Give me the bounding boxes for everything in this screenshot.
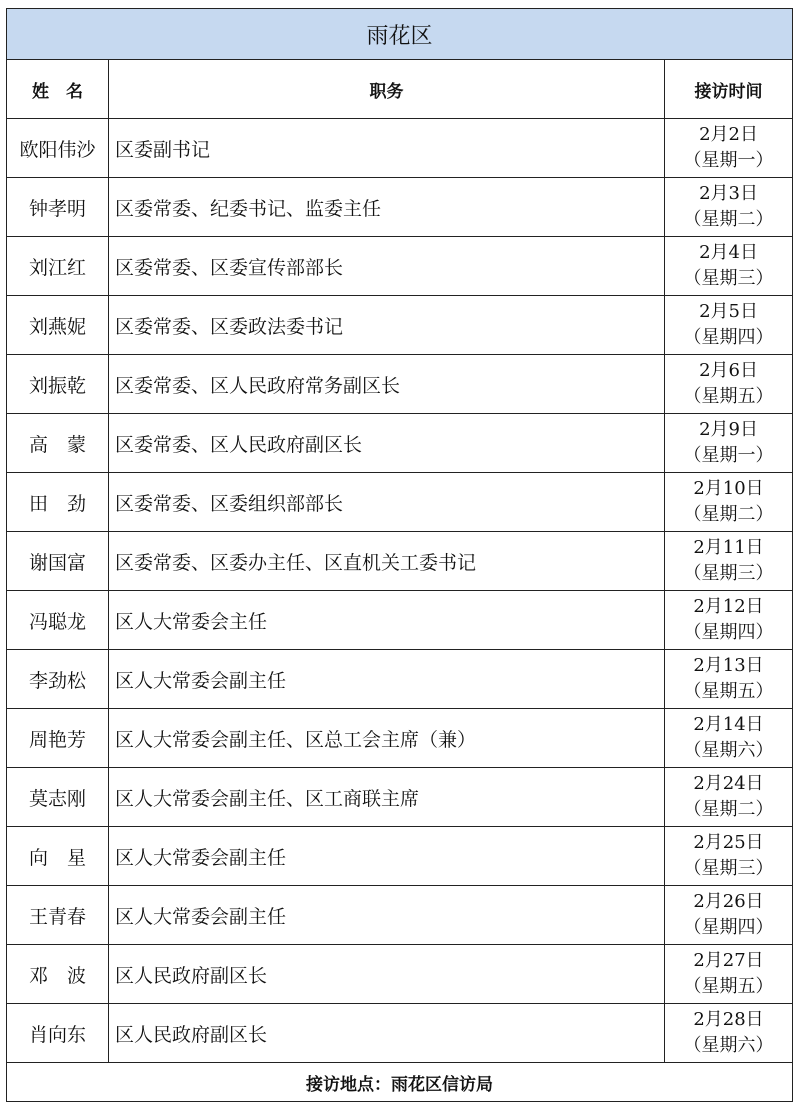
person-duty: 区委常委、纪委书记、监委主任 xyxy=(109,178,665,237)
person-name: 谢国富 xyxy=(7,532,109,591)
person-name: 周艳芳 xyxy=(7,709,109,768)
reception-time xyxy=(665,119,793,178)
reception-weekday: （星期三） xyxy=(683,268,774,289)
table-body xyxy=(7,119,793,1063)
person-name: 刘振乾 xyxy=(7,355,109,414)
person-name: 钟孝明 xyxy=(7,178,109,237)
person-name: 刘燕妮 xyxy=(7,296,109,355)
person-name: 欧阳伟沙 xyxy=(7,119,109,178)
reception-time xyxy=(665,1004,793,1063)
person-name: 邓 波 xyxy=(7,945,109,1004)
table-row xyxy=(7,296,793,355)
reception-date: 2月4日 xyxy=(699,242,758,263)
table-row xyxy=(7,237,793,296)
reception-weekday: （星期一） xyxy=(683,445,774,466)
reception-weekday: （星期四） xyxy=(683,327,774,348)
table-row xyxy=(7,532,793,591)
table-row xyxy=(7,414,793,473)
reception-weekday: （星期二） xyxy=(683,799,774,820)
reception-date: 2月13日 xyxy=(693,655,764,676)
person-duty: 区委常委、区委宣传部部长 xyxy=(109,237,665,296)
table-row xyxy=(7,886,793,945)
header-duty: 职务 xyxy=(109,60,665,119)
reception-date: 2月12日 xyxy=(693,596,764,617)
reception-weekday: （星期六） xyxy=(683,740,774,761)
table-row xyxy=(7,827,793,886)
table-row xyxy=(7,768,793,827)
reception-weekday: （星期三） xyxy=(683,858,774,879)
reception-weekday: （星期四） xyxy=(683,622,774,643)
reception-weekday: （星期五） xyxy=(683,386,774,407)
table-row xyxy=(7,473,793,532)
reception-schedule-table xyxy=(6,8,793,1102)
reception-date: 2月11日 xyxy=(693,537,764,558)
reception-location: 接访地点：雨花区信访局 xyxy=(7,1063,793,1102)
person-name: 向 星 xyxy=(7,827,109,886)
person-duty: 区人民政府副区长 xyxy=(109,1004,665,1063)
person-duty: 区委常委、区委政法委书记 xyxy=(109,296,665,355)
table-row xyxy=(7,178,793,237)
header-row xyxy=(7,60,793,119)
table-row xyxy=(7,650,793,709)
table-row xyxy=(7,709,793,768)
person-duty: 区人大常委会副主任 xyxy=(109,650,665,709)
reception-time xyxy=(665,945,793,1004)
reception-date: 2月26日 xyxy=(693,891,764,912)
reception-date: 2月25日 xyxy=(693,832,764,853)
person-duty: 区委常委、区委办主任、区直机关工委书记 xyxy=(109,532,665,591)
reception-time xyxy=(665,768,793,827)
reception-date: 2月10日 xyxy=(693,478,764,499)
footer-row xyxy=(7,1063,793,1102)
reception-date: 2月14日 xyxy=(693,714,764,735)
reception-date: 2月28日 xyxy=(693,1009,764,1030)
reception-time xyxy=(665,473,793,532)
person-name: 李劲松 xyxy=(7,650,109,709)
table-row xyxy=(7,945,793,1004)
person-duty: 区人民政府副区长 xyxy=(109,945,665,1004)
reception-date: 2月2日 xyxy=(699,124,758,145)
reception-time xyxy=(665,296,793,355)
person-duty: 区人大常委会副主任、区总工会主席（兼） xyxy=(109,709,665,768)
person-duty: 区委常委、区人民政府副区长 xyxy=(109,414,665,473)
title-row xyxy=(7,9,793,60)
reception-date: 2月9日 xyxy=(699,419,758,440)
reception-weekday: （星期五） xyxy=(683,976,774,997)
person-name: 肖向东 xyxy=(7,1004,109,1063)
reception-time xyxy=(665,650,793,709)
reception-time xyxy=(665,414,793,473)
reception-weekday: （星期二） xyxy=(683,504,774,525)
reception-time xyxy=(665,827,793,886)
reception-weekday: （星期六） xyxy=(683,1035,774,1056)
table-title: 雨花区 xyxy=(7,9,793,60)
person-duty: 区委常委、区委组织部部长 xyxy=(109,473,665,532)
person-name: 田 劲 xyxy=(7,473,109,532)
person-duty: 区委副书记 xyxy=(109,119,665,178)
reception-weekday: （星期三） xyxy=(683,563,774,584)
reception-weekday: （星期五） xyxy=(683,681,774,702)
person-name: 刘江红 xyxy=(7,237,109,296)
table-row xyxy=(7,119,793,178)
person-duty: 区人大常委会主任 xyxy=(109,591,665,650)
reception-time xyxy=(665,178,793,237)
header-name: 姓 名 xyxy=(7,60,109,119)
person-name: 莫志刚 xyxy=(7,768,109,827)
reception-time xyxy=(665,886,793,945)
reception-weekday: （星期一） xyxy=(683,150,774,171)
table-row xyxy=(7,1004,793,1063)
reception-date: 2月27日 xyxy=(693,950,764,971)
table-row xyxy=(7,591,793,650)
reception-weekday: （星期四） xyxy=(683,917,774,938)
person-name: 王青春 xyxy=(7,886,109,945)
person-duty: 区人大常委会副主任 xyxy=(109,886,665,945)
person-name: 高 蒙 xyxy=(7,414,109,473)
reception-time xyxy=(665,709,793,768)
reception-time xyxy=(665,532,793,591)
reception-time xyxy=(665,237,793,296)
reception-date: 2月24日 xyxy=(693,773,764,794)
person-duty: 区人大常委会副主任 xyxy=(109,827,665,886)
header-time: 接访时间 xyxy=(665,60,793,119)
reception-time xyxy=(665,355,793,414)
reception-date: 2月5日 xyxy=(699,301,758,322)
reception-time xyxy=(665,591,793,650)
reception-date: 2月6日 xyxy=(699,360,758,381)
reception-weekday: （星期二） xyxy=(683,209,774,230)
table-row xyxy=(7,355,793,414)
person-duty: 区人大常委会副主任、区工商联主席 xyxy=(109,768,665,827)
person-duty: 区委常委、区人民政府常务副区长 xyxy=(109,355,665,414)
person-name: 冯聪龙 xyxy=(7,591,109,650)
reception-date: 2月3日 xyxy=(699,183,758,204)
